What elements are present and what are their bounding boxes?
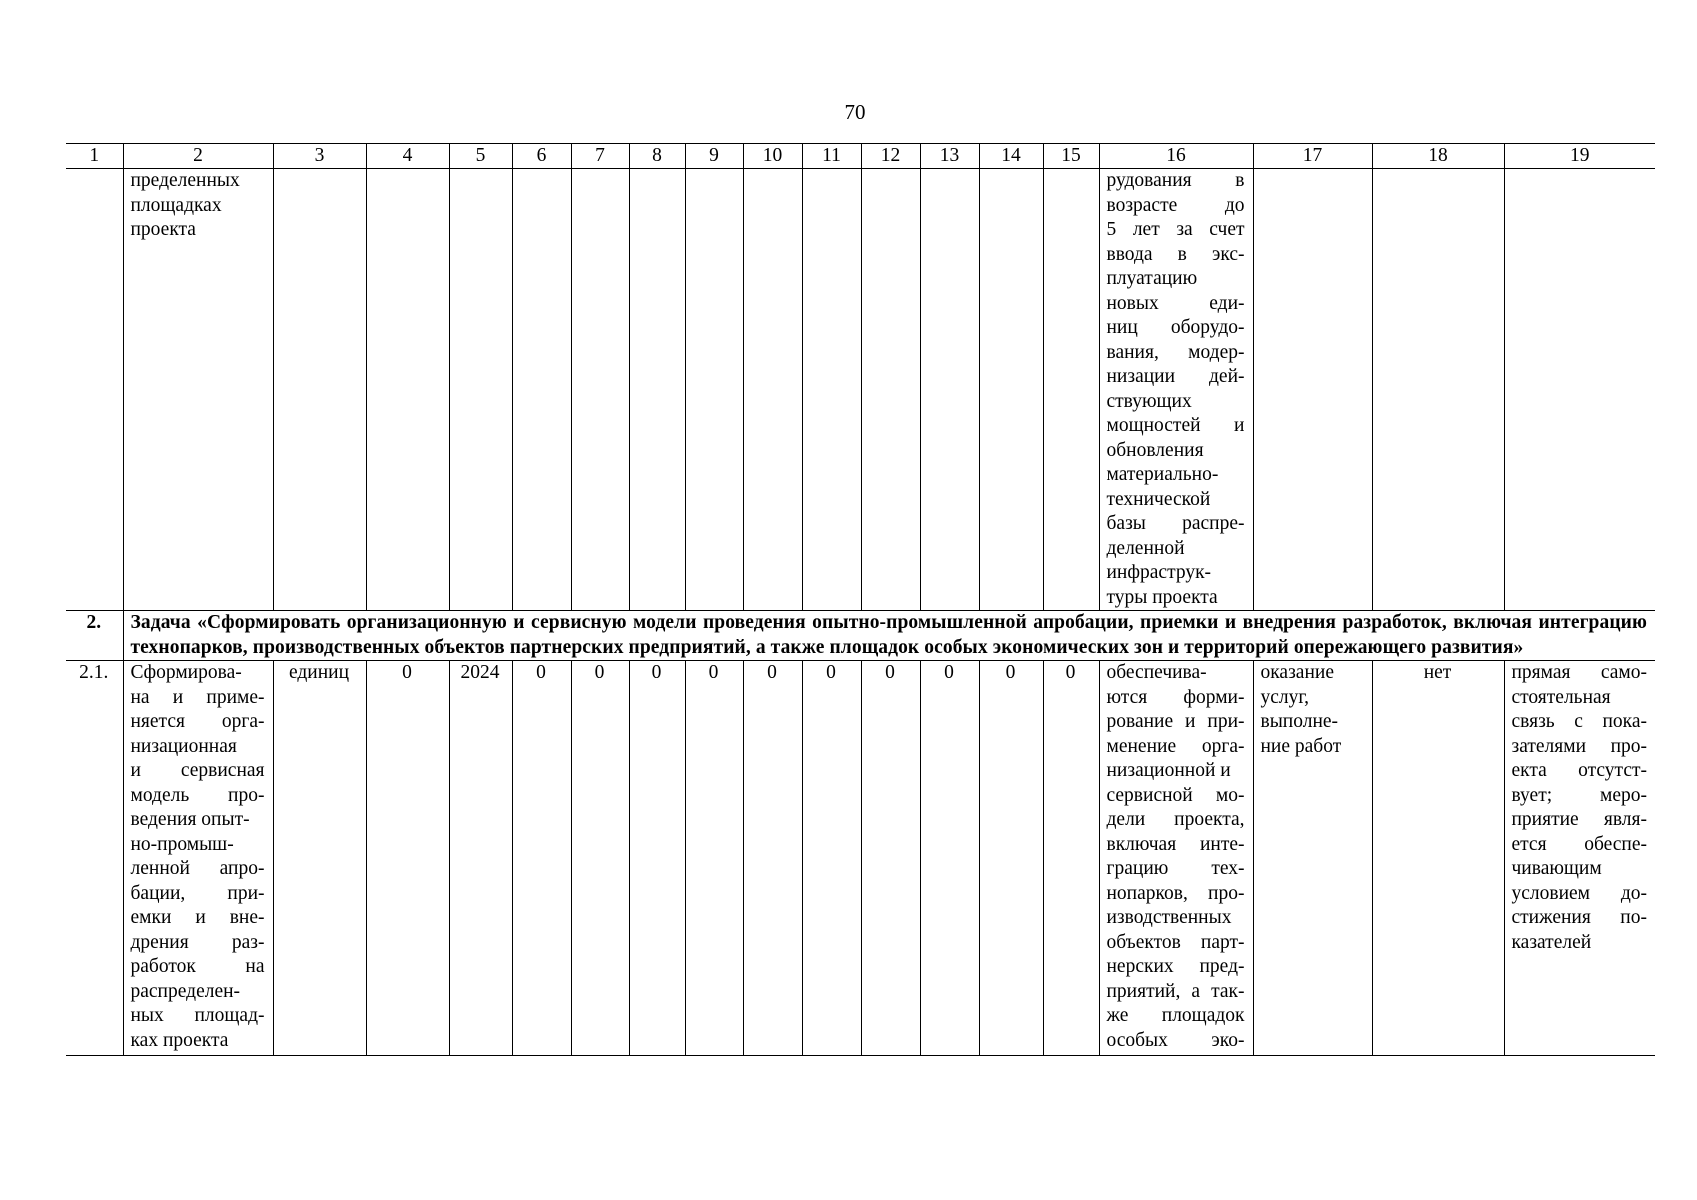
value-cell: 0 (743, 661, 802, 1056)
text-line: емки и вне- (130, 907, 265, 928)
value-cell: 0 (861, 661, 920, 1056)
text-line: пределенных (130, 170, 240, 191)
text-line: обеспечива- (1106, 662, 1207, 683)
text-line: ние работ (1260, 735, 1342, 757)
empty-cell (571, 169, 629, 611)
continuation-row (66, 169, 1655, 611)
text-line: включая инте- (1106, 833, 1245, 855)
activity-name-cell (123, 169, 273, 611)
page-number: 70 (844, 100, 866, 124)
result-description-cell (1099, 661, 1253, 1056)
value-cell: 0 (571, 661, 629, 1056)
column-number: 5 (449, 144, 512, 169)
text-line: изводственных (1106, 907, 1232, 928)
text-line: грацию тех- (1106, 858, 1245, 879)
text-line: проекта (130, 219, 196, 240)
text-line: нерских пред- (1106, 956, 1245, 977)
text-line: ках проекта (130, 1029, 229, 1051)
text-line: зателями про- (1511, 735, 1647, 757)
text-line: условием до- (1511, 882, 1647, 904)
column-number: 2 (123, 144, 273, 169)
text-line: нопарков, про- (1106, 882, 1245, 904)
text-line: обновления (1106, 439, 1204, 461)
task-number: 2. (66, 611, 123, 661)
empty-cell (1043, 169, 1099, 611)
column-number: 14 (979, 144, 1043, 169)
cell-number (66, 169, 123, 611)
column-number: 6 (512, 144, 571, 169)
text-line: приятий, а так- (1106, 980, 1245, 1002)
text-line: екта отсутст- (1511, 760, 1647, 781)
text-line: новых еди- (1106, 292, 1245, 314)
text-line: низационная (130, 735, 237, 757)
text-line: и сервисная (130, 760, 265, 781)
text-line: бации, при- (130, 882, 265, 904)
text-line: ленной апро- (130, 858, 265, 879)
text-line: менение орга- (1106, 735, 1245, 757)
text-line: инфраструк- (1106, 562, 1212, 583)
text-line: няется орга- (130, 711, 265, 732)
text-line: вует; меро- (1511, 784, 1647, 806)
text-line: низационной и (1106, 760, 1231, 781)
text-line: особых эко- (1106, 1029, 1245, 1051)
flag-cell: нет (1372, 661, 1504, 1056)
text-line: оказание (1260, 662, 1334, 683)
text-line: базы распре- (1106, 513, 1245, 534)
value-cell: 0 (802, 661, 861, 1056)
text-line: объектов парт- (1106, 931, 1245, 953)
value-cell: 0 (920, 661, 979, 1056)
link-description-cell (1504, 661, 1655, 1056)
text-line: стижения по- (1511, 907, 1647, 928)
task-row (66, 611, 1655, 661)
column-number: 17 (1253, 144, 1372, 169)
empty-cell (861, 169, 920, 611)
text-line: чивающим (1511, 858, 1602, 879)
text-line: казателей (1511, 931, 1592, 953)
empty-cell (979, 169, 1043, 611)
text-line: распределен- (130, 980, 241, 1002)
text-line: вания, модер- (1106, 341, 1245, 363)
text-line: ются форми- (1106, 686, 1245, 708)
column-number: 12 (861, 144, 920, 169)
text-line: но-промыш- (130, 833, 234, 855)
empty-cell (685, 169, 743, 611)
program-table (66, 143, 1655, 1056)
text-line: стоятельная (1511, 686, 1611, 708)
text-line: технической (1106, 488, 1211, 510)
text-line: прямая само- (1511, 662, 1647, 683)
year-cell: 2024 (449, 661, 512, 1056)
text-line: туры проекта (1106, 586, 1218, 608)
empty-cell (1504, 169, 1655, 611)
text-line: возрасте до (1106, 194, 1245, 216)
text-line: приятие явля- (1511, 809, 1647, 830)
text-line: на и приме- (130, 686, 265, 708)
column-number: 8 (629, 144, 685, 169)
task-title: Задача «Сформировать организационную и сервисную модели проведения опытно-промышленной апробации, приемки и внедрения разработок, включая интеграцию технопарков, производственных объектов партнерских предприятий, а также площадок особых экономических зон и территорий опережающего развития» (123, 611, 1655, 661)
text-line: рование и при- (1106, 711, 1245, 732)
value-cell: 0 (366, 661, 449, 1056)
column-number: 3 (273, 144, 366, 169)
text-line: плуатацию (1106, 268, 1198, 289)
column-number: 16 (1099, 144, 1253, 169)
activity-type-cell (1253, 661, 1372, 1056)
text-line: рудования в (1106, 170, 1245, 191)
empty-cell (512, 169, 571, 611)
text-line: выполне- (1260, 711, 1339, 732)
activity-name-cell (123, 661, 273, 1056)
column-number: 19 (1504, 144, 1655, 169)
value-cell: 0 (512, 661, 571, 1056)
empty-cell (449, 169, 512, 611)
empty-cell (1372, 169, 1504, 611)
column-number: 18 (1372, 144, 1504, 169)
text-line: же площадок (1106, 1005, 1245, 1026)
unit-cell: единиц (273, 661, 366, 1056)
text-line: ведения опыт- (130, 809, 250, 830)
empty-cell (366, 169, 449, 611)
column-number: 11 (802, 144, 861, 169)
column-number: 7 (571, 144, 629, 169)
text-line: ных площад- (130, 1005, 265, 1026)
empty-cell (920, 169, 979, 611)
column-number: 9 (685, 144, 743, 169)
text-line: работок на (130, 956, 265, 977)
result-description-cell (1099, 169, 1253, 611)
value-cell: 0 (1043, 661, 1099, 1056)
text-line: площадках (130, 194, 222, 216)
text-line: ввода в экс- (1106, 243, 1245, 265)
text-line: сервисной мо- (1106, 784, 1245, 806)
empty-cell (743, 169, 802, 611)
text-line: деленной (1106, 537, 1185, 559)
text-line: Сформирова- (130, 662, 242, 683)
text-line: дели проекта, (1106, 809, 1245, 830)
empty-cell (629, 169, 685, 611)
text-line: низации дей- (1106, 366, 1245, 387)
activity-row (66, 661, 1655, 1056)
text-line: ется обеспе- (1511, 833, 1647, 855)
text-line: мощностей и (1106, 415, 1245, 436)
text-line: модель про- (130, 784, 265, 806)
column-number-row (66, 144, 1655, 169)
text-line: дрения раз- (130, 931, 265, 953)
value-cell: 0 (685, 661, 743, 1056)
text-line: ствующих (1106, 390, 1192, 412)
text-line: 5 лет за счет (1106, 219, 1245, 240)
empty-cell (273, 169, 366, 611)
text-line: связь с пока- (1511, 711, 1647, 732)
value-cell: 0 (629, 661, 685, 1056)
column-number: 1 (66, 144, 123, 169)
text-line: материально- (1106, 464, 1219, 485)
text-line: услуг, (1260, 686, 1310, 708)
column-number: 4 (366, 144, 449, 169)
text-line: ниц оборудо- (1106, 317, 1245, 338)
empty-cell (802, 169, 861, 611)
value-cell: 0 (979, 661, 1043, 1056)
empty-cell (1253, 169, 1372, 611)
column-number: 13 (920, 144, 979, 169)
activity-number: 2.1. (66, 661, 123, 1056)
column-number: 15 (1043, 144, 1099, 169)
column-number: 10 (743, 144, 802, 169)
